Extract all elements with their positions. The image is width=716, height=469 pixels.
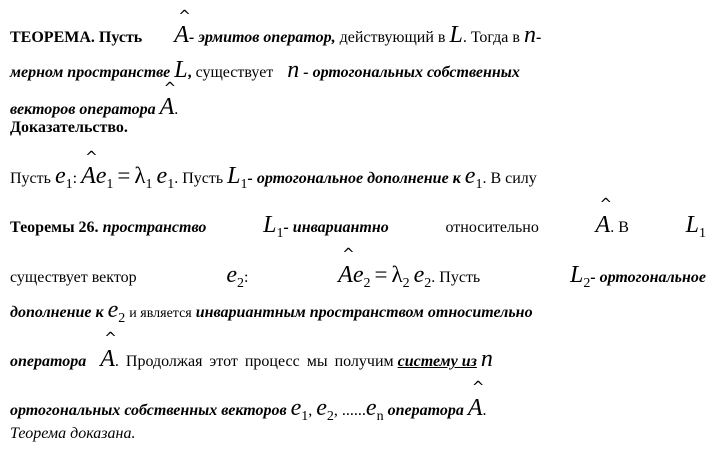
operator-symbol: A xyxy=(81,163,96,189)
proof-line-5 xyxy=(10,329,493,373)
subscript: 2 xyxy=(363,276,371,291)
proof-line-2 xyxy=(10,195,706,241)
dash: - xyxy=(535,29,542,46)
proof-line-4 xyxy=(10,299,533,325)
hat-symbol: ^ xyxy=(85,148,98,166)
let-text: Пусть xyxy=(10,170,51,187)
subscript: 2 xyxy=(424,276,432,291)
operator-symbol: A xyxy=(174,22,189,48)
theorem-line-2 xyxy=(10,59,520,84)
hermitian-text: - эрмитов оператор, xyxy=(188,29,336,46)
space-symbol: L xyxy=(685,212,699,238)
period: . xyxy=(174,101,179,118)
subscript: 2 xyxy=(236,276,244,291)
operator-text: оператора xyxy=(387,402,464,419)
lambda-symbol: λ xyxy=(134,163,146,188)
comma: , xyxy=(187,64,192,81)
vector-e: e xyxy=(316,395,327,421)
vector-e: e xyxy=(156,163,168,189)
and-is-text: и является xyxy=(129,306,192,321)
colon: : xyxy=(243,269,249,286)
vector-e: e xyxy=(290,395,302,421)
proof-heading: Доказательство. xyxy=(10,119,128,136)
dots: , ...... xyxy=(333,402,366,419)
hat-symbol: ^ xyxy=(342,245,355,263)
theorem-ref: Теоремы 26. xyxy=(10,219,99,236)
operator-symbol: A xyxy=(467,395,483,421)
orthogonal-vectors-text: ортогональных собственных векторов xyxy=(10,402,287,419)
vector-e: e xyxy=(226,262,237,288)
operator-text: оператора xyxy=(10,353,87,370)
operator-symbol: A xyxy=(159,94,175,120)
let-text: . Пусть xyxy=(174,170,224,187)
subscript: 1 xyxy=(698,226,706,241)
vector-e: e xyxy=(352,262,364,288)
proof-line-3 xyxy=(10,245,706,291)
vector-e: e xyxy=(95,163,107,189)
dim-space-text: мерном пространстве xyxy=(10,64,171,81)
invariant-text: - инвариантно xyxy=(283,219,389,236)
subscript: n xyxy=(376,409,384,424)
subscript: 1 xyxy=(276,226,284,241)
then-text: . Тогда в xyxy=(462,29,520,46)
dimension-symbol: n xyxy=(480,346,493,372)
let-text: . Пусть xyxy=(431,269,481,286)
vector-e: e xyxy=(464,163,476,189)
subscript: 2 xyxy=(118,311,126,326)
subscript: 1 xyxy=(240,177,248,192)
hat-symbol: ^ xyxy=(104,329,117,347)
subscript: 2 xyxy=(583,276,591,291)
proof-heading-line xyxy=(10,117,128,139)
system-text: систему из xyxy=(397,353,477,370)
equals-sign: = xyxy=(117,163,131,188)
subscript: 2 xyxy=(402,276,410,291)
dimension-symbol: n xyxy=(287,57,300,83)
space-text: пространство xyxy=(102,219,207,236)
subscript: 1 xyxy=(106,177,114,192)
proof-line-6: ортогональных собственных векторов e1, e2, ......en оператора ^ A. xyxy=(10,378,487,424)
proof-conclusion xyxy=(10,423,135,445)
complement-text: - ортогональное xyxy=(590,269,706,286)
exists-text: существует xyxy=(195,64,274,81)
vector-e: e xyxy=(107,297,119,323)
exists-vector-text: существует вектор xyxy=(10,269,137,286)
subscript: 1 xyxy=(475,177,483,192)
equals-sign: = xyxy=(374,262,388,287)
subscript: 1 xyxy=(145,177,153,192)
theorem-line-1 xyxy=(10,7,542,49)
vectors-of-text: векторов оператора xyxy=(10,101,156,118)
space-symbol: L xyxy=(174,57,188,83)
colon: : xyxy=(72,170,78,187)
subscript: 1 xyxy=(167,177,175,192)
space-symbol: L xyxy=(569,262,584,288)
subscript: 2 xyxy=(326,409,334,424)
subscript: 1 xyxy=(65,177,73,192)
acting-text: действующий в xyxy=(339,29,446,46)
hat-symbol: ^ xyxy=(178,7,191,25)
hat-symbol: ^ xyxy=(471,378,485,396)
in-text: . В xyxy=(610,219,629,236)
hat-symbol: ^ xyxy=(599,195,613,213)
lambda-symbol: λ xyxy=(391,262,403,287)
complement-text: - ортогональное дополнение к xyxy=(247,170,461,187)
conclusion-text: Теорема доказана. xyxy=(10,425,136,442)
operator-symbol: A xyxy=(100,346,115,372)
operator-symbol: A xyxy=(338,262,353,288)
vector-e: e xyxy=(365,395,377,421)
orthogonal-text: - ортогональных собственных xyxy=(303,64,520,81)
proof-line-1 xyxy=(10,148,537,192)
space-symbol: L xyxy=(227,163,241,189)
dimension-symbol: n xyxy=(523,22,536,48)
vector-e: e xyxy=(413,262,425,288)
space-symbol: L xyxy=(263,212,277,238)
period: . xyxy=(482,402,487,419)
complement-text: дополнение к xyxy=(10,304,104,321)
by-force-text: . В силу xyxy=(482,170,537,187)
vector-e: e xyxy=(54,163,66,189)
hat-symbol: ^ xyxy=(163,79,177,97)
invariant-space-text: инвариантным пространством относительно xyxy=(195,304,533,321)
theorem-label: ТЕОРЕМА. Пусть xyxy=(10,29,143,46)
operator-symbol: A xyxy=(595,212,611,238)
space-symbol: L xyxy=(449,22,463,48)
subscript: 1 xyxy=(301,409,309,424)
relative-text: относительно xyxy=(445,219,539,236)
continuing-text: . Продолжая этот процесс мы получим xyxy=(114,353,394,370)
